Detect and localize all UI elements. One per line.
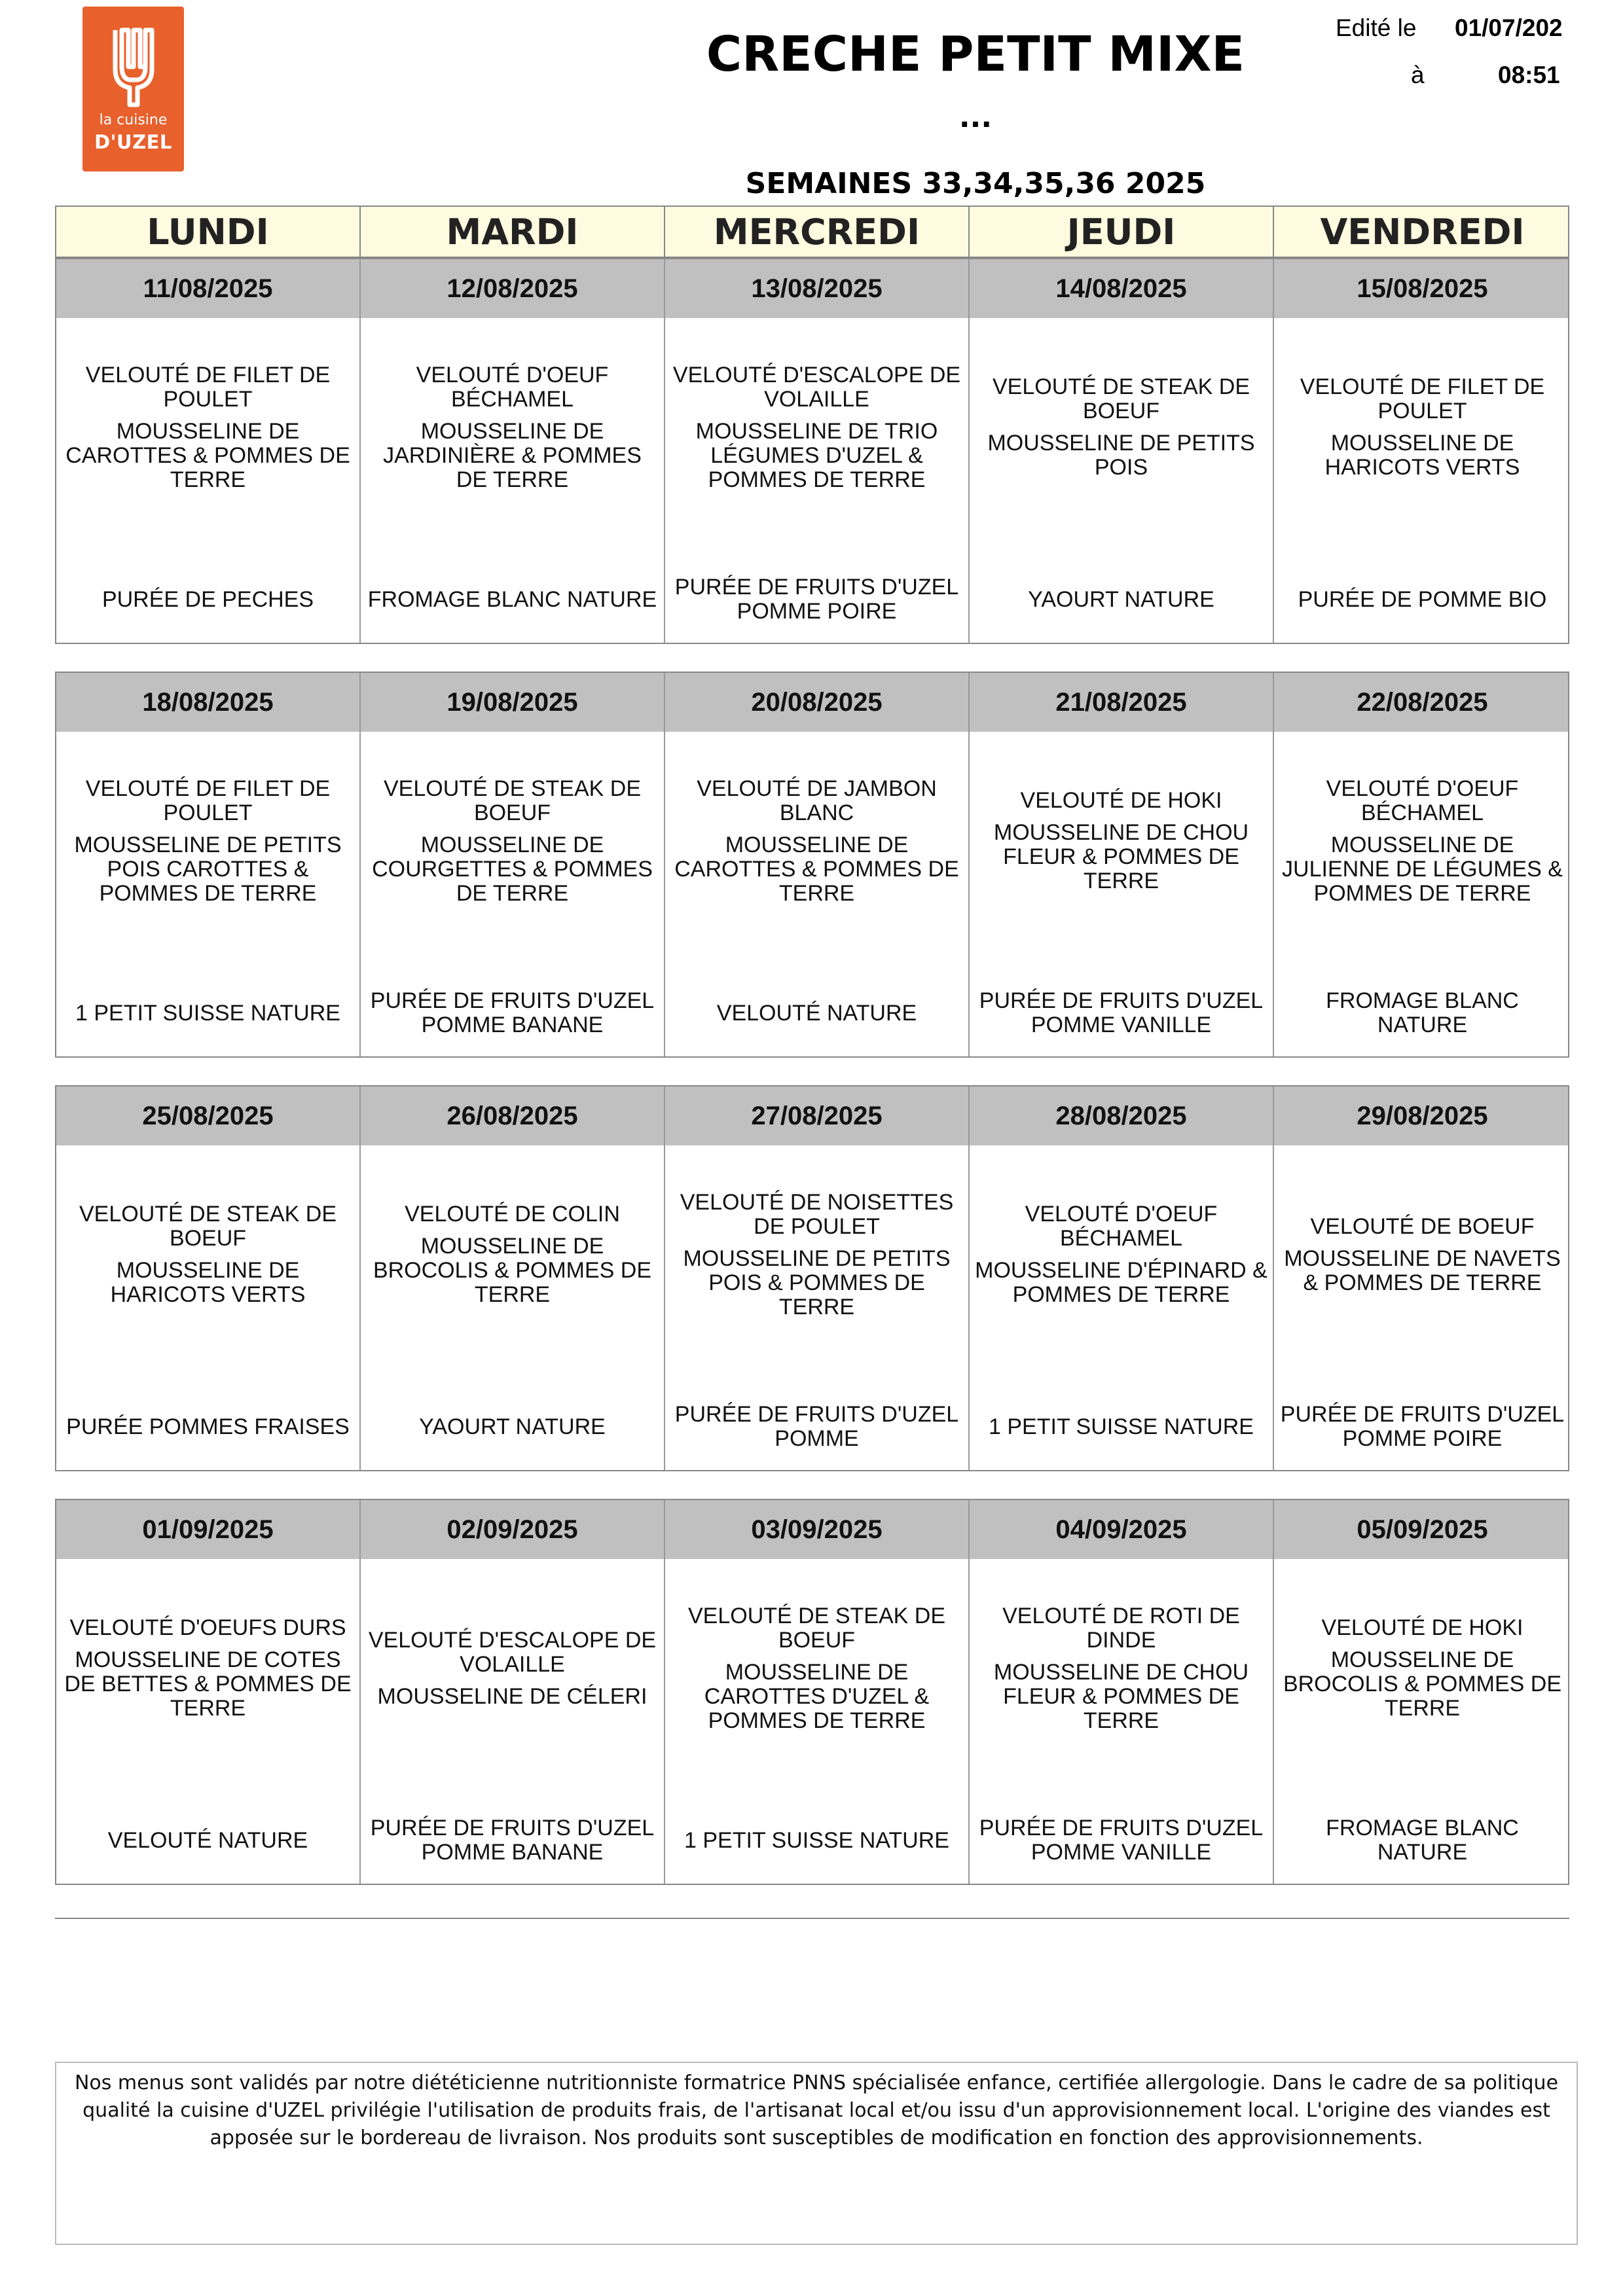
main-course-block <box>974 1193 1269 1317</box>
main-course-block <box>365 776 660 906</box>
meal-cell <box>970 1559 1274 1884</box>
main-course-block <box>365 1193 660 1317</box>
dessert-text: PURÉE DE FRUITS D'UZEL POMME VANILLE <box>979 1816 1264 1865</box>
dessert-text: 1 PETIT SUISSE NATURE <box>989 1414 1254 1439</box>
starter-text: VELOUTÉ D'ESCALOPE DE VOLAILLE <box>368 1627 657 1677</box>
main-dish-text: MOUSSELINE DE BROCOLIS & POMMES DE TERRE <box>1283 1647 1562 1721</box>
day-header-mardi: MARDI <box>361 207 665 257</box>
edited-label: Edité le <box>1336 14 1417 41</box>
day-header-mercredi: MERCREDI <box>665 207 970 257</box>
date-cell: 19/08/2025 <box>361 673 665 732</box>
logo <box>82 7 184 171</box>
meal-cell <box>665 1559 970 1884</box>
divider <box>55 1918 1569 1919</box>
date-cell: 27/08/2025 <box>665 1086 970 1145</box>
main-course-block <box>60 1193 356 1317</box>
date-cell: 25/08/2025 <box>56 1086 361 1145</box>
meals-row <box>56 1145 1568 1470</box>
weeks-label: SEMAINES 33,34,35,36 2025 <box>745 167 1206 200</box>
dessert-text: FROMAGE BLANC NATURE <box>1326 1816 1519 1865</box>
main-course-block <box>669 776 964 906</box>
date-cell: 04/09/2025 <box>970 1500 1274 1559</box>
footer-note: Nos menus sont validés par notre diététicienne nutritionniste formatrice PNNS spécialisée enfance, certifiée allergologie. Dans le cadre de sa politique qualité la cuisine d'UZEL privilégie l'utilisation de produits frais, de l'artisanat local et/ou issu d'un approvisionnement local. L'origine des viandes est apposée sur le bordereau de livraison. Nos produits sont susceptibles de modification en fonction des approvisionnements. <box>55 2062 1578 2245</box>
main-dish-text: MOUSSELINE DE BROCOLIS & POMMES DE TERRE <box>373 1234 652 1307</box>
week-block <box>55 1499 1569 1885</box>
date-row <box>56 673 1568 732</box>
main-dish-text: MOUSSELINE DE PETITS POIS <box>987 431 1255 480</box>
main-course-block <box>1278 365 1567 490</box>
meal-cell <box>1274 1559 1571 1884</box>
meal-cell <box>361 318 665 643</box>
day-header-jeudi: JEUDI <box>970 207 1274 257</box>
date-cell: 13/08/2025 <box>665 259 970 318</box>
main-dish-text: MOUSSELINE D'ÉPINARD & POMMES DE TERRE <box>975 1258 1267 1307</box>
main-course-block <box>974 1603 1269 1733</box>
date-row <box>56 1500 1568 1559</box>
main-course-block <box>60 362 356 492</box>
dessert-text: PURÉE DE FRUITS D'UZEL POMME BANANE <box>370 988 655 1037</box>
date-cell: 26/08/2025 <box>361 1086 665 1145</box>
main-dish-text: MOUSSELINE DE JARDINIÈRE & POMMES DE TERRE <box>383 418 642 492</box>
date-cell: 01/09/2025 <box>56 1500 361 1559</box>
dessert-text: 1 PETIT SUISSE NATURE <box>684 1827 949 1853</box>
date-cell: 12/08/2025 <box>361 259 665 318</box>
starter-text: VELOUTÉ DE HOKI <box>1321 1615 1523 1640</box>
main-dish-text: MOUSSELINE DE COTES DE BETTES & POMMES DE TERRE <box>64 1647 352 1721</box>
main-dish-text: MOUSSELINE DE CHOU FLEUR & POMMES DE TERRE <box>993 1659 1249 1733</box>
date-cell: 05/09/2025 <box>1357 1515 1488 1544</box>
page-title: CRECHE PETIT MIXE <box>706 26 1245 82</box>
main-dish-text: MOUSSELINE DE HARICOTS VERTS <box>1324 431 1520 480</box>
starter-text: VELOUTÉ DE BOEUF <box>1310 1213 1535 1239</box>
starter-text: VELOUTÉ DE NOISETTES DE POULET <box>680 1189 954 1239</box>
meal-cell <box>970 1145 1274 1470</box>
day-header-vendredi: VENDREDI <box>1320 211 1525 253</box>
main-dish-text: MOUSSELINE DE CHOU FLEUR & POMMES DE TERRE <box>993 820 1249 893</box>
meal-cell <box>361 732 665 1056</box>
main-course-block <box>365 362 660 492</box>
edited-time: 08:51 <box>1498 62 1560 88</box>
dessert-text: PURÉE DE PECHES <box>101 586 314 612</box>
date-cell: 11/08/2025 <box>56 259 361 318</box>
dessert-text: PURÉE DE POMME BIO <box>1298 586 1547 612</box>
week-block <box>55 672 1569 1058</box>
meals-row <box>56 732 1568 1056</box>
meal-cell <box>56 1145 361 1470</box>
main-course-block <box>1278 1606 1567 1731</box>
date-cell: 15/08/2025 <box>1357 274 1488 303</box>
date-cell: 14/08/2025 <box>970 259 1274 318</box>
date-row <box>56 259 1568 318</box>
date-cell: 29/08/2025 <box>1357 1101 1488 1130</box>
dessert-text: FROMAGE BLANC NATURE <box>1326 988 1519 1037</box>
starter-text: VELOUTÉ DE FILET DE POULET <box>1300 374 1545 423</box>
edited-date: 01/07/202 <box>1455 14 1563 41</box>
main-dish-text: MOUSSELINE DE PETITS POIS CAROTTES & POMMES DE TERRE <box>74 832 342 906</box>
fork-icon <box>82 7 184 111</box>
main-course-block <box>60 1606 356 1731</box>
starter-text: VELOUTÉ DE JAMBON BLANC <box>697 776 937 825</box>
logo-text-line2: D'UZEL <box>94 131 172 153</box>
starter-text: VELOUTÉ D'ESCALOPE DE VOLAILLE <box>672 362 961 412</box>
starter-text: VELOUTÉ DE STEAK DE BOEUF <box>384 776 641 825</box>
dessert-text: YAOURT NATURE <box>419 1414 606 1439</box>
meal-cell <box>665 1145 970 1470</box>
starter-text: VELOUTÉ D'OEUF BÉCHAMEL <box>1326 776 1519 825</box>
dessert-text: PURÉE DE FRUITS D'UZEL POMME POIRE <box>674 575 959 624</box>
week-block <box>55 1085 1569 1471</box>
main-dish-text: MOUSSELINE DE CAROTTES & POMMES DE TERRE <box>65 418 350 492</box>
main-course-block <box>974 779 1269 903</box>
dessert-text: VELOUTÉ NATURE <box>716 1000 917 1026</box>
day-header-row <box>55 206 1569 258</box>
date-cell: 18/08/2025 <box>56 673 361 732</box>
main-course-block <box>1278 776 1567 906</box>
main-course-block <box>669 362 964 492</box>
date-cell: 28/08/2025 <box>970 1086 1274 1145</box>
starter-text: VELOUTÉ DE FILET DE POULET <box>85 362 331 412</box>
meal-cell <box>1274 1145 1571 1470</box>
starter-text: VELOUTÉ DE STEAK DE BOEUF <box>688 1603 945 1653</box>
starter-text: VELOUTÉ D'OEUFS DURS <box>69 1615 346 1640</box>
at-label: à <box>1411 62 1425 88</box>
main-dish-text: MOUSSELINE DE HARICOTS VERTS <box>110 1258 306 1307</box>
dessert-text: 1 PETIT SUISSE NATURE <box>75 1000 340 1026</box>
starter-text: VELOUTÉ DE STEAK DE BOEUF <box>79 1202 337 1251</box>
main-dish-text: MOUSSELINE DE NAVETS & POMMES DE TERRE <box>1284 1246 1561 1295</box>
dessert-text: PURÉE DE FRUITS D'UZEL POMME POIRE <box>1280 1402 1565 1451</box>
dessert-text: VELOUTÉ NATURE <box>107 1827 308 1853</box>
main-dish-text: MOUSSELINE DE CAROTTES & POMMES DE TERRE <box>674 832 959 906</box>
starter-text: VELOUTÉ D'OEUF BÉCHAMEL <box>1025 1202 1218 1251</box>
dessert-text: PURÉE POMMES FRAISES <box>66 1414 350 1439</box>
meal-cell <box>970 318 1274 643</box>
meal-cell <box>56 732 361 1056</box>
meals-row <box>56 318 1568 643</box>
starter-text: VELOUTÉ DE ROTI DE DINDE <box>1002 1603 1240 1653</box>
day-header-lundi: LUNDI <box>56 207 361 257</box>
date-cell: 20/08/2025 <box>665 673 970 732</box>
week-block <box>55 258 1569 644</box>
main-dish-text: MOUSSELINE DE JULIENNE DE LÉGUMES & POMMES DE TERRE <box>1282 832 1563 906</box>
meal-cell <box>665 732 970 1056</box>
dessert-text: FROMAGE BLANC NATURE <box>367 586 657 612</box>
meal-cell <box>1274 732 1571 1056</box>
meal-cell <box>56 1559 361 1884</box>
date-cell: 22/08/2025 <box>1357 687 1488 717</box>
meal-cell <box>56 318 361 643</box>
dessert-text: PURÉE DE FRUITS D'UZEL POMME VANILLE <box>979 988 1264 1037</box>
main-course-block <box>365 1606 660 1731</box>
meal-cell <box>970 732 1274 1056</box>
main-course-block <box>1278 1193 1567 1317</box>
main-course-block <box>669 1189 964 1319</box>
meal-cell <box>361 1559 665 1884</box>
main-course-block <box>974 365 1269 490</box>
starter-text: VELOUTÉ D'OEUF BÉCHAMEL <box>416 362 609 412</box>
main-dish-text: MOUSSELINE DE CÉLERI <box>377 1683 647 1709</box>
main-dish-text: MOUSSELINE DE CAROTTES D'UZEL & POMMES DE TERRE <box>704 1659 930 1733</box>
page-subtitle: ... <box>958 101 993 134</box>
main-dish-text: MOUSSELINE DE PETITS POIS & POMMES DE TERRE <box>683 1246 951 1319</box>
meal-cell <box>665 318 970 643</box>
dessert-text: PURÉE DE FRUITS D'UZEL POMME BANANE <box>370 1816 655 1865</box>
dessert-text: YAOURT NATURE <box>1028 586 1214 612</box>
meals-row <box>56 1559 1568 1884</box>
meal-cell <box>361 1145 665 1470</box>
main-dish-text: MOUSSELINE DE TRIO LÉGUMES D'UZEL & POMMES DE TERRE <box>695 418 938 492</box>
meal-cell <box>1274 318 1571 643</box>
dessert-text: PURÉE DE FRUITS D'UZEL POMME <box>674 1402 959 1451</box>
date-row <box>56 1086 1568 1145</box>
main-course-block <box>669 1603 964 1733</box>
starter-text: VELOUTÉ DE STEAK DE BOEUF <box>993 374 1250 423</box>
starter-text: VELOUTÉ DE FILET DE POULET <box>85 776 331 825</box>
date-cell: 02/09/2025 <box>361 1500 665 1559</box>
starter-text: VELOUTÉ DE COLIN <box>405 1202 620 1227</box>
main-course-block <box>60 776 356 906</box>
date-cell: 21/08/2025 <box>970 673 1274 732</box>
date-cell: 03/09/2025 <box>665 1500 970 1559</box>
logo-text-line1: la cuisine <box>99 112 168 128</box>
starter-text: VELOUTÉ DE HOKI <box>1020 788 1222 813</box>
main-dish-text: MOUSSELINE DE COURGETTES & POMMES DE TERRE <box>372 832 653 906</box>
